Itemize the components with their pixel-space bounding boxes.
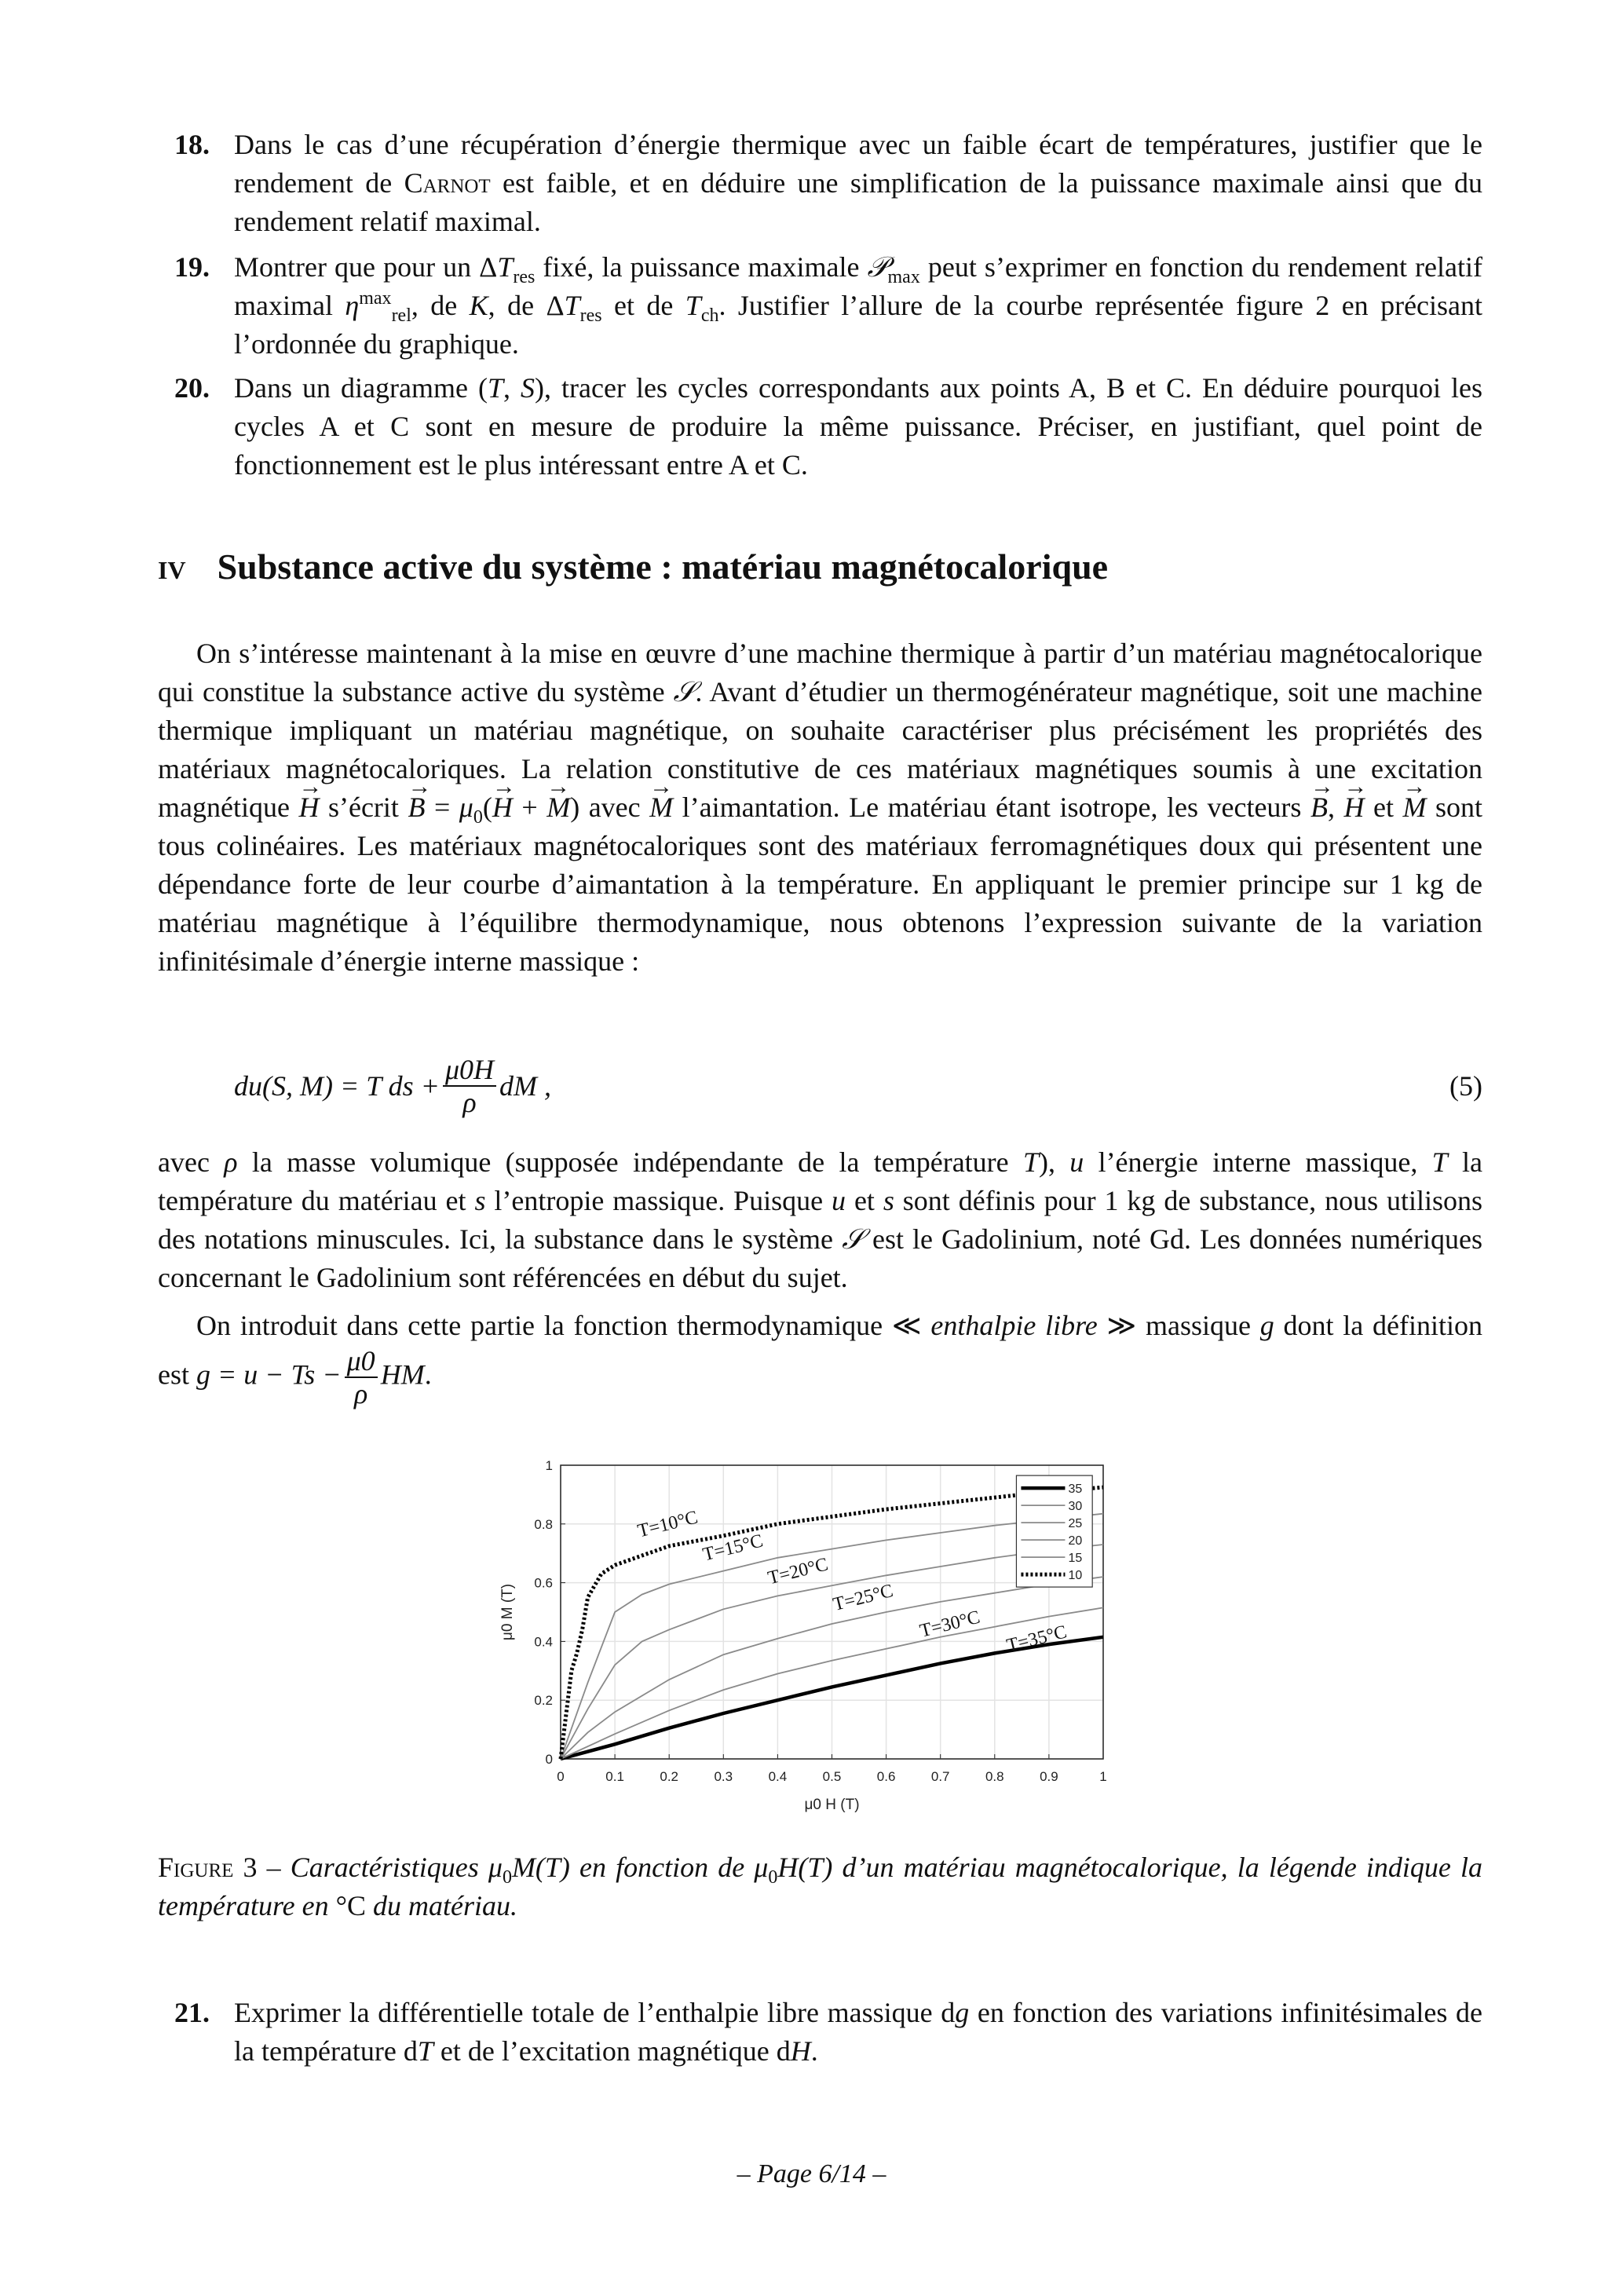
y-tick-label: 1 [545,1458,553,1473]
text-run: K [469,290,488,321]
question-text [234,129,1482,237]
text-run: l’entropie massique. Puisque [485,1185,832,1216]
text-run: H(T) d’un matériau magnétocalorique, la légende indique la température en [158,1852,1483,1921]
text-run: s’écrit [319,792,408,823]
text-run: Caractéristiques μ [290,1852,503,1883]
legend-label-20: 20 [1068,1534,1083,1548]
legend-label-25: 25 [1068,1517,1083,1531]
text-run: 0 [768,1867,778,1888]
x-tick-label: 0.1 [605,1769,624,1784]
vector-symbol: → H [492,792,513,823]
legend-label-10: 10 [1068,1569,1083,1583]
text-run: . Justifier l’allure de la courbe représentée figure 2 en précisant l’ordonnée du graphique. [234,290,1483,360]
text-run: ), tracer les cycles correspondants aux points A, B et C. En déduire pourquoi les cycles A et C sont en mesure de produire la même puissance. Préciser, en justifiant, quel point de fonctionnement est le plus intéressant entre A et C. [234,372,1483,481]
x-tick-label: 0 [557,1769,565,1784]
fraction-denominator: ρ [354,1378,368,1409]
question-18 [174,126,1483,241]
vector-symbol: → M [649,792,673,823]
text-run: μ [459,792,473,823]
paragraph-definitions [158,1143,1482,1297]
text-run: g [1259,1310,1274,1341]
y-tick-label: 0 [545,1752,553,1767]
vector-symbol: → B [1310,792,1328,823]
y-tick-label: 0.4 [534,1634,553,1650]
vector-symbol: → B [408,792,425,823]
text-run: avec [158,1146,225,1178]
curve-label-20: T=20°C [766,1554,831,1589]
text-run: On s’intéresse maintenant à la mise en œuvre d’une machine thermique à partir d’un matériau magnétocalorique qui constitue la substance active du système [158,638,1482,707]
curve-label-35: T=35°C [1004,1621,1069,1657]
x-tick-label: 0.2 [660,1769,679,1784]
text-run: g [955,1997,970,2028]
text-run: Figure 3 [158,1852,258,1883]
section-heading [158,546,1108,587]
text-run: s [883,1185,894,1216]
legend-label-35: 35 [1068,1483,1083,1497]
question-number: 19. [174,251,210,283]
text-run: . Avant d’étudier un thermogénérateur magnétique, soit une machine thermique impliquant un matériau magnétique, on souhaite caractériser plus précisément les propriétés des matériaux magnétocaloriques. La relation constitutive de ces matériaux magnétiques soumis à une excitation magnétique [158,676,1482,823]
text-run: T [417,2035,433,2067]
legend-label-15: 15 [1068,1552,1083,1566]
text-run: peut s’exprimer en fonction du rendement relatif maximal [234,251,1482,321]
text-run: est faible, et en déduire une simplification de la puissance maximale ainsi que du rendement relatif maximal. [234,167,1483,237]
paragraph-intro [158,634,1482,981]
vector-symbol: → M [546,792,570,823]
equation-fraction [443,1054,496,1118]
text-run: ≫ massique [1097,1310,1260,1341]
text-run: et de [601,290,685,321]
x-tick-label: 0.9 [1040,1769,1058,1784]
text-run: 0 [502,1867,512,1888]
page-footer: – Page 6/14 – [737,2159,886,2188]
text-run: 𝒫 [867,251,888,283]
question-text [234,372,1482,481]
text-run: T [685,290,701,321]
question-21 [174,1994,1482,2071]
magnetization-chart [471,1445,1146,1837]
text-run: ), [1038,1146,1070,1178]
text-run: 0 [473,807,483,828]
text-run: Exprimer la différentielle totale de l’enthalpie libre massique d [234,1997,956,2028]
x-tick-label: 0.8 [985,1769,1004,1784]
text-run: la température du matériau et [158,1146,1482,1216]
text-run: T [564,290,580,321]
text-run: 𝒮 [673,676,696,707]
equation-rhs: dM , [499,1070,552,1102]
text-run: sont tous colinéaires. Les matériaux magnétocaloriques sont des matériaux ferromagnétiques doux qui présentent une dépendance forte de leur courbe d’aimantation à la température. En appliquant le premier principe sur 1 kg de matériau magnétique à l’équilibre thermodynamique, nous obtenons l’expression suivante de la variation infinitésimale d’énergie interne massique : [158,792,1482,977]
text-run: rel [391,305,411,326]
text-run: T [497,251,514,283]
x-tick-label: 0.7 [930,1769,950,1784]
text-run: η [345,290,360,321]
question-20 [174,369,1483,484]
text-run: , [503,372,521,404]
text-run: max [359,288,392,309]
question-number: 18. [174,129,210,160]
y-tick-label: 0.2 [534,1693,553,1709]
x-tick-label: 0.3 [714,1769,733,1784]
fraction-denominator: ρ [462,1087,477,1118]
question-text [234,1997,1482,2067]
text-run: du matériau. [366,1890,518,1921]
section-title: Substance active du système : matériau magnétocalorique [217,547,1109,587]
text-run: et [1364,792,1403,823]
text-run: M(T) en fonction de μ [511,1852,769,1883]
inline-fraction [345,1345,378,1409]
curve-label-25: T=25°C [831,1580,896,1616]
text-run: – [257,1852,291,1883]
text-run: en fonction des variations infinitésimales de la température d [234,1997,1482,2067]
text-run: 𝒮 [842,1223,864,1255]
text-run: . [424,1358,432,1391]
x-tick-label: 0.6 [876,1769,896,1784]
text-run: et [846,1185,883,1216]
x-tick-label: 0.4 [768,1769,788,1784]
fraction-numerator: μ0 [345,1345,378,1378]
curve-label-30: T=30°C [917,1607,982,1642]
equation-5 [234,1051,1482,1121]
y-tick-label: 0.8 [534,1516,553,1532]
text-run: ch [700,305,719,326]
text-run: Carnot [404,167,491,199]
text-run: Dans un diagramme ( [234,372,488,404]
text-run: res [513,267,536,287]
text-run: ) avec [570,792,650,823]
text-run: S [521,372,536,404]
equation-number: (5) [1449,1070,1482,1102]
text-run: l’énergie interne massique, [1084,1146,1432,1178]
text-run: s [474,1185,486,1216]
question-number: 21. [174,1997,210,2028]
text-run: H [790,2035,811,2067]
text-run: et de l’excitation magnétique d [433,2035,791,2067]
text-run: , de [411,290,470,321]
x-tick-label: 1 [1099,1769,1107,1784]
vector-symbol: → H [1343,792,1364,823]
question-number: 20. [174,372,210,404]
text-run: . [810,2035,818,2067]
text-run: Montrer que pour un Δ [234,251,498,283]
question-19 [174,248,1483,364]
text-run: On introduit dans cette partie la fonction thermodynamique ≪ [196,1310,931,1341]
text-run: res [579,305,602,326]
text-run: u [1069,1146,1084,1178]
text-run: + [512,792,547,823]
question-text [234,251,1482,360]
text-run: max [887,267,920,287]
text-run: T [1022,1146,1039,1178]
text-run: dont la définition est [158,1310,1482,1391]
equation-lhs: du(S, M) = T ds + [234,1070,440,1102]
text-run: enthalpie libre [930,1310,1098,1341]
fraction-numerator: μ0H [443,1054,496,1087]
text-run: = [425,792,459,823]
text-run: g = u − Ts − [196,1358,342,1391]
x-tick-label: 0.5 [822,1769,842,1784]
text-run: fixé, la puissance maximale [535,251,868,283]
text-run: HM [380,1358,425,1391]
text-run: est le Gadolinium, noté Gd. Les données numériques concernant le Gadolinium sont référencées en début du sujet. [158,1223,1482,1293]
text-run: °C [335,1890,367,1921]
curve-label-15: T=15°C [700,1530,766,1566]
text-run: , de Δ [488,290,565,321]
section-number: iv [158,547,186,587]
vector-symbol: → H [298,792,319,823]
text-run: la masse volumique (supposée indépendante de la température [237,1146,1023,1178]
text-run: ρ [224,1146,238,1178]
figure-caption [158,1848,1482,1925]
text-run: Dans le cas d’une récupération d’énergie thermique avec un faible écart de températures, justifier que le rendement de [234,129,1482,199]
y-tick-label: 0.6 [534,1575,553,1591]
text-run: ( [482,792,492,823]
y-axis-label: μ0 M (T) [499,1583,516,1641]
text-run: u [832,1185,846,1216]
paragraph-enthalpie [158,1307,1482,1409]
text-run: , [1327,792,1344,823]
legend-label-30: 30 [1068,1500,1083,1514]
curve-label-10: T=10°C [635,1507,700,1542]
text-run: T [1431,1146,1448,1178]
text-run: sont définis pour 1 kg de substance, nous utilisons des notations minuscules. Ici, la substance dans le système [158,1185,1483,1255]
x-axis-label: μ0 H (T) [804,1797,860,1813]
text-run: T [487,372,503,404]
text-run: l’aimantation. Le matériau étant isotrope, les vecteurs [673,792,1310,823]
vector-symbol: → M [1402,792,1426,823]
